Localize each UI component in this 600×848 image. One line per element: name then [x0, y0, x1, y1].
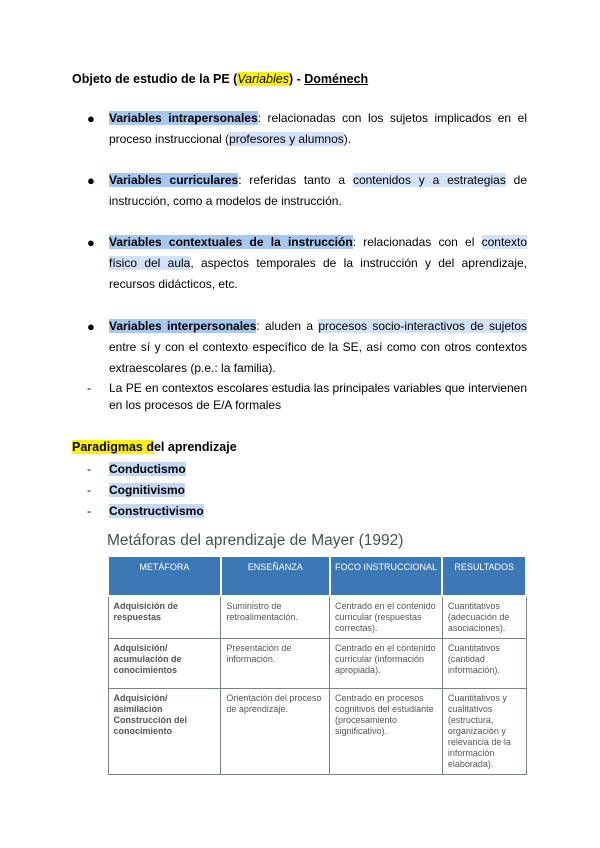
table-cell: Cuantitativos y cualitativos (estructura, organización y relevancia de la información elaborada).: [442, 689, 526, 775]
table-header-cell: FOCO INSTRUCCIONAL: [330, 556, 443, 596]
paradigmas-highlight: Paradigmas d: [72, 440, 154, 454]
table-cell: Centrado en el contenido curricular (información apropiada).: [330, 639, 443, 689]
metaphors-table: [107, 555, 527, 775]
bullet-label: Variables interpersonales: [109, 319, 257, 333]
heading-highlight: Variables: [237, 72, 289, 86]
bullet-item: [87, 170, 527, 212]
bullet-highlight: contexto físico del aula: [109, 235, 527, 270]
bullet-item: [87, 108, 527, 150]
table-header-cell: RESULTADOS: [442, 556, 526, 596]
bullet-dot: ●: [87, 235, 95, 250]
paradigm-label: Conductismo: [109, 462, 186, 476]
table-header-row: [108, 556, 526, 596]
bullet-item: [87, 316, 527, 379]
bullet-highlight: contenidos y a estrategias: [352, 173, 506, 187]
dash-marker: -: [87, 462, 91, 476]
heading-suffix: ) -: [288, 72, 305, 86]
section-heading: [72, 72, 368, 86]
table-header-cell: METÁFORA: [108, 556, 221, 596]
table-row: [108, 596, 526, 639]
table-cell: Presentación de información.: [221, 639, 330, 689]
paradigm-item: [87, 483, 185, 497]
table-cell: Adquisición/ asimilación Construcción del conocimiento: [108, 689, 221, 775]
bullet-text: entre sí y con el contexto específico de la SE, así como con otros contextos extraescolares (p.e.: la familia).: [109, 340, 527, 375]
table-cell: Adquisición/ acumulación de conocimientos: [108, 639, 221, 689]
table-cell: Centrado en el contenido curricular (respuestas correctas).: [330, 596, 443, 639]
bullet-label: Variables intrapersonales: [109, 111, 258, 125]
bullet-text: : aluden a: [256, 319, 319, 333]
dash-note-text: La PE en contextos escolares estudia las principales variables que intervienen en los procesos de E/A formales: [109, 381, 527, 412]
bullet-highlight: profesores y alumnos: [229, 132, 344, 146]
paradigm-label: Constructivismo: [109, 504, 204, 518]
bullet-dot: ●: [87, 173, 95, 188]
bullet-text: : relacionadas con los sujetos implicados en el proceso instruccional (: [109, 111, 528, 146]
bullet-text: : referidas tanto a: [238, 173, 353, 187]
table-cell: Cuantitativos (adecuación de asociaciones).: [442, 596, 526, 639]
dash-marker: -: [87, 381, 91, 395]
paradigm-item: [87, 462, 186, 476]
paradigm-item: [87, 504, 204, 518]
table-header-cell: ENSEÑANZA: [221, 556, 330, 596]
bullet-dot: ●: [87, 111, 95, 126]
paradigm-label: Cognitivismo: [109, 483, 186, 497]
bullet-label: Variables curriculares: [109, 173, 239, 187]
bullet-dot: ●: [87, 319, 95, 334]
dash-note: [87, 380, 527, 414]
table-cell: Orientación del proceso de aprendizaje.: [221, 689, 330, 775]
paradigmas-heading: [72, 440, 237, 454]
heading-prefix: Objeto de estudio de la PE (: [72, 72, 238, 86]
table-row: [108, 639, 526, 689]
table-cell: Adquisición de respuestas: [108, 596, 221, 639]
bullet-item: [87, 232, 527, 295]
table-cell: Cuantitativos (cantidad información).: [442, 639, 526, 689]
bullet-text: de instrucción, como a modelos de instrucción.: [109, 173, 527, 208]
bullet-text: ).: [343, 132, 352, 146]
table-title: Metáforas del aprendizaje de Mayer (1992): [107, 532, 404, 549]
dash-marker: -: [87, 504, 91, 518]
dash-marker: -: [87, 483, 91, 497]
bullet-label: Variables contextuales de la instrucción: [109, 235, 353, 249]
heading-author: Doménech: [304, 72, 369, 86]
bullet-text: : relacionadas con el: [352, 235, 482, 249]
bullet-text: , aspectos temporales de la instrucción y del aprendizaje, recursos didácticos, etc.: [109, 256, 527, 291]
paradigmas-rest: el aprendizaje: [153, 440, 237, 454]
table-cell: Centrado en procesos cognitivos del estudiante (procesamiento significativo).: [330, 689, 443, 775]
bullet-highlight: procesos socio-interactivos de sujetos: [318, 319, 527, 333]
table-cell: Suministro de retroalimentación.: [221, 596, 330, 639]
table-row: [108, 689, 526, 775]
